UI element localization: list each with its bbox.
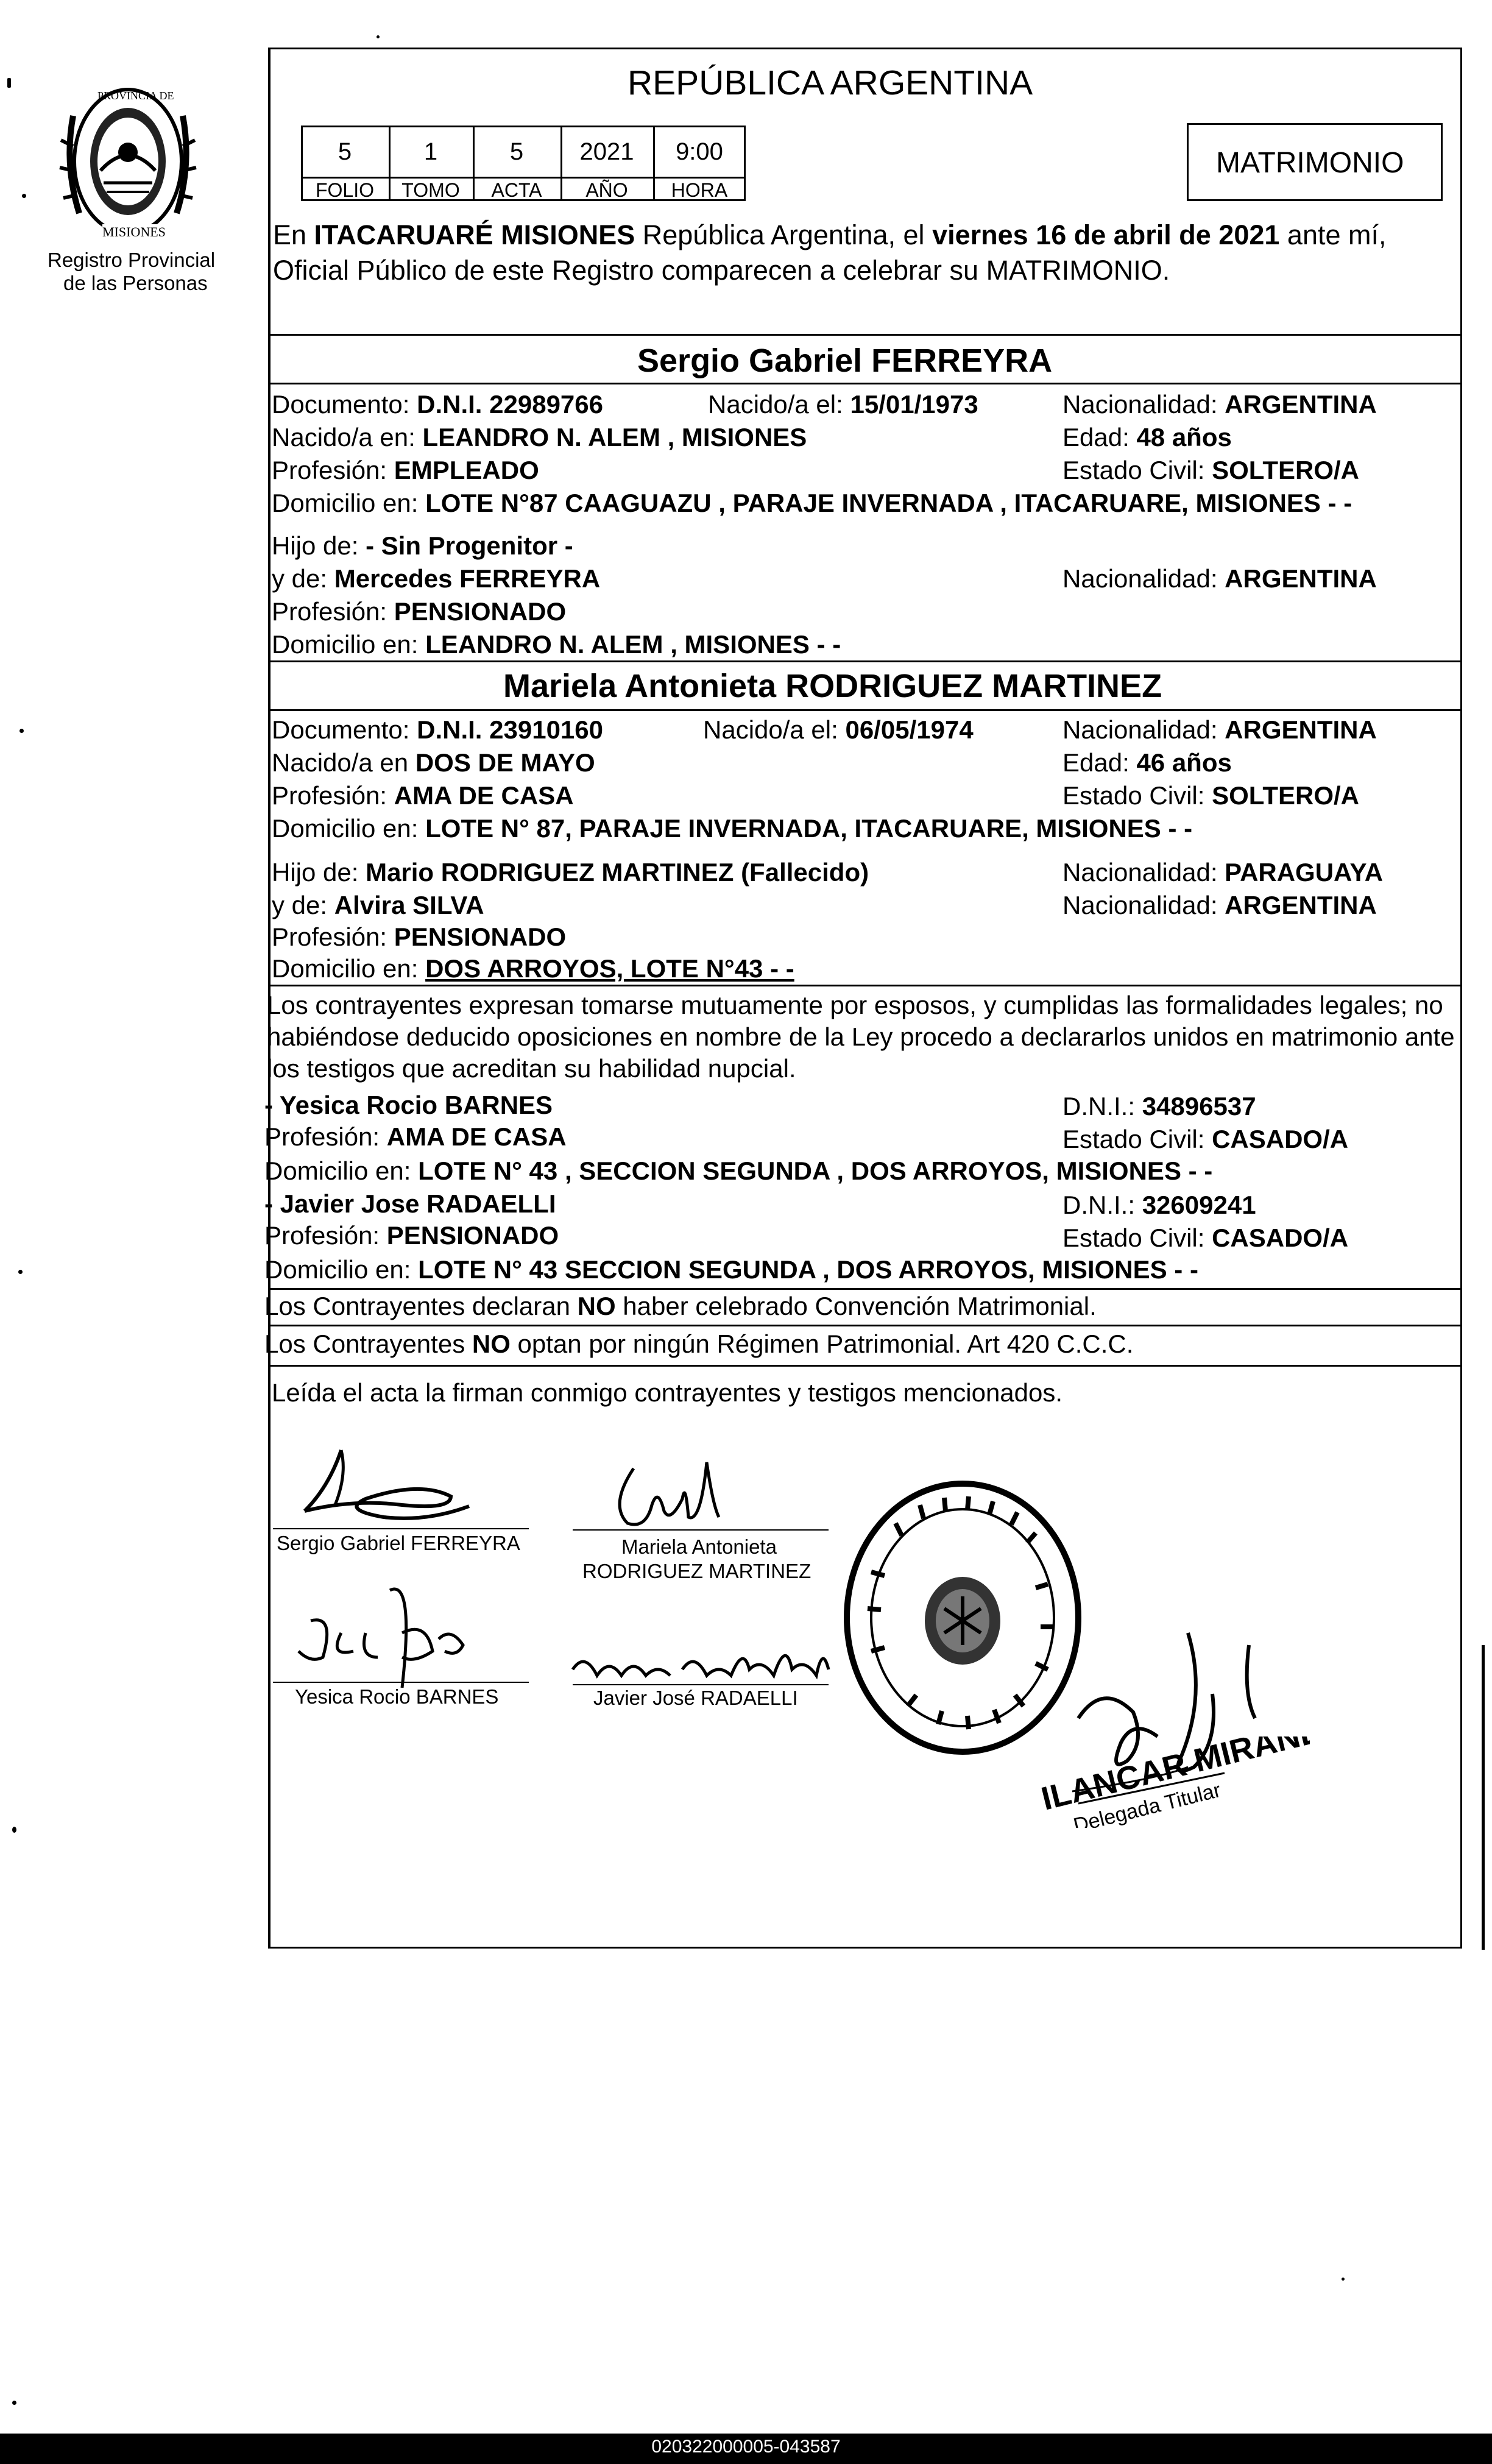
signature-label-spouse2-line1: Mariela Antonieta <box>621 1535 777 1558</box>
hour-value: 9:00 <box>676 138 723 165</box>
scan-speck <box>12 2401 16 2405</box>
section-divider <box>268 334 1462 336</box>
registry-caption-line1: Registro Provincial <box>48 249 216 271</box>
section-divider <box>268 1288 1462 1290</box>
spouse2-document: Documento: D.N.I. 23910160 <box>272 715 603 744</box>
seal-motto-bottom: MISIONES <box>102 224 166 239</box>
signature-line <box>573 1684 829 1685</box>
official-stamp-graphic <box>835 1475 1091 1761</box>
year-value: 2021 <box>579 138 634 165</box>
acta-label: ACTA <box>491 179 542 201</box>
intro-line1: En ITACARUARÉ MISIONES República Argentina, el viernes 16 de abril de 2021 ante mí, <box>273 219 1387 250</box>
spouse2-birth-date: Nacido/a el: 06/05/1974 <box>703 715 974 744</box>
spouse1-parent-profession: Profesión: PENSIONADO <box>272 597 567 626</box>
signature-spouse2 <box>567 1450 768 1542</box>
spouse2-address: Domicilio en: LOTE N° 87, PARAJE INVERNADA, ITACARUARE, MISIONES - - <box>272 814 1193 843</box>
official-stamp <box>835 1475 1091 1761</box>
spouse1-nationality: Nacionalidad: ARGENTINA <box>1062 390 1377 419</box>
spouse1-birth-date: Nacido/a el: 15/01/1973 <box>708 390 978 419</box>
witness1-name: - Yesica Rocio BARNES <box>264 1091 553 1119</box>
declaration-line1: Los contrayentes expresan tomarse mutuamente por esposos, y cumplidas las formalidades legales; no <box>267 991 1443 1019</box>
spouse2-mother: y de: Alvira SILVA <box>272 891 484 919</box>
scan-speck <box>19 729 24 733</box>
scan-speck <box>7 78 11 88</box>
signature-line <box>573 1529 829 1531</box>
spouse2-heading: Mariela Antonieta RODRIGUEZ MARTINEZ <box>503 668 1162 704</box>
section-divider <box>268 1365 1462 1367</box>
scan-speck <box>12 1827 16 1833</box>
spouse2-nationality: Nacionalidad: ARGENTINA <box>1062 715 1377 744</box>
witness1-civil-status: Estado Civil: CASADO/A <box>1062 1125 1349 1153</box>
signature-spouse1 <box>268 1438 548 1535</box>
spouse2-parent-profession: Profesión: PENSIONADO <box>272 922 567 951</box>
seal-motto-top: PROVINCIA DE <box>97 90 174 102</box>
spouse1-father: Hijo de: - Sin Progenitor - <box>272 531 573 560</box>
spouse2-profession: Profesión: AMA DE CASA <box>272 781 574 810</box>
spouse2-father: Hijo de: Mario RODRIGUEZ MARTINEZ (Fallecido) <box>272 858 869 887</box>
spouse1-mother-nationality: Nacionalidad: ARGENTINA <box>1062 564 1377 593</box>
folio-value: 5 <box>338 138 352 165</box>
acta-value: 5 <box>509 138 524 165</box>
hour-label: HORA <box>671 179 728 201</box>
scan-speck <box>22 194 26 198</box>
signature-label-spouse1: Sergio Gabriel FERREYRA <box>277 1532 520 1554</box>
signature-witness1 <box>274 1566 518 1688</box>
section-divider <box>268 1325 1462 1326</box>
witness1-address: Domicilio en: LOTE N° 43 , SECCION SEGUNDA , DOS ARROYOS, MISIONES - - <box>264 1156 1213 1185</box>
convention-line1: Los Contrayentes declaran NO haber celebrado Convención Matrimonial. <box>264 1292 1097 1320</box>
spouse1-parent-address: Domicilio en: LEANDRO N. ALEM , MISIONES - - <box>272 630 841 659</box>
spouse1-document: Documento: D.N.I. 22989766 <box>272 390 603 419</box>
spouse1-mother: y de: Mercedes FERREYRA <box>272 564 601 593</box>
scan-speck <box>18 1270 23 1274</box>
signature-label-spouse2-line2: RODRIGUEZ MARTINEZ <box>582 1560 811 1582</box>
signature-label-witness1: Yesica Rocio BARNES <box>295 1685 499 1708</box>
act-type-label: MATRIMONIO <box>1216 147 1404 179</box>
spouse2-age: Edad: 46 años <box>1062 748 1232 777</box>
registry-caption-line2: de las Personas <box>63 272 208 294</box>
officer-name-stamp <box>1030 1736 1310 1828</box>
scan-speck <box>1342 2278 1345 2281</box>
convention-line2: Los Contrayentes NO optan por ningún Régimen Patrimonial. Art 420 C.C.C. <box>264 1329 1134 1358</box>
declaration-line2: habiéndose deducido oposiciones en nombre de la Ley procedo a declararlos unidos en matrimonio ante <box>267 1022 1455 1051</box>
section-divider <box>268 985 1462 986</box>
tomo-value: 1 <box>423 138 438 165</box>
spouse1-heading: Sergio Gabriel FERREYRA <box>637 342 1053 379</box>
spouse2-birth-place: Nacido/a en DOS DE MAYO <box>272 748 595 777</box>
section-divider <box>268 383 1462 384</box>
signature-line <box>273 1528 529 1529</box>
witness2-dni: D.N.I.: 32609241 <box>1062 1191 1256 1219</box>
closing-statement: Leída el acta la firman conmigo contrayentes y testigos mencionados. <box>272 1378 1063 1407</box>
spouse2-mother-nationality: Nacionalidad: ARGENTINA <box>1062 891 1377 919</box>
handwritten-signature <box>268 1438 548 1535</box>
witness2-civil-status: Estado Civil: CASADO/A <box>1062 1223 1349 1252</box>
spouse1-civil-status: Estado Civil: SOLTERO/A <box>1062 456 1359 484</box>
scan-speck <box>377 35 380 38</box>
spouse1-address: Domicilio en: LOTE N°87 CAAGUAZU , PARAJE INVERNADA , ITACARUARE, MISIONES - - <box>272 489 1352 517</box>
folio-label: FOLIO <box>315 179 374 201</box>
intro-line2: Oficial Público de este Registro comparecen a celebrar su MATRIMONIO. <box>273 255 1170 286</box>
witness2-name: - Javier Jose RADAELLI <box>264 1189 556 1218</box>
section-divider <box>268 709 1462 711</box>
witness1-profession: Profesión: AMA DE CASA <box>264 1122 567 1151</box>
signature-line <box>273 1682 529 1683</box>
spouse1-age: Edad: 48 años <box>1062 423 1232 451</box>
spouse2-father-nationality: Nacionalidad: PARAGUAYA <box>1062 858 1384 887</box>
page-title: REPÚBLICA ARGENTINA <box>628 63 1033 102</box>
witness1-dni: D.N.I.: 34896537 <box>1062 1092 1256 1120</box>
handwritten-signature <box>567 1450 768 1542</box>
province-seal <box>55 79 201 244</box>
svg-text:ILANCAR MIRANDA: ILANCAR MIRANDA <box>1038 1736 1310 1818</box>
officer-name-stamp-graphic <box>1030 1736 1310 1828</box>
register-table <box>301 126 746 201</box>
spouse2-parent-address: Domicilio en: DOS ARROYOS, LOTE N°43 - - <box>272 954 794 983</box>
svg-text:Delegada Titular: Delegada Titular <box>1071 1778 1223 1828</box>
signature-label-witness2: Javier José RADAELLI <box>593 1687 798 1709</box>
declaration-line3: los testigos que acreditan su habilidad nupcial. <box>267 1054 796 1083</box>
year-label: AÑO <box>585 179 628 201</box>
witness2-address: Domicilio en: LOTE N° 43 SECCION SEGUNDA , DOS ARROYOS, MISIONES - - <box>264 1255 1198 1284</box>
spouse1-birth-place: Nacido/a en: LEANDRO N. ALEM , MISIONES <box>272 423 807 451</box>
scan-margin-line <box>1482 1645 1485 1950</box>
spouse1-profession: Profesión: EMPLEADO <box>272 456 539 484</box>
witness2-profession: Profesión: PENSIONADO <box>264 1221 559 1250</box>
spouse2-civil-status: Estado Civil: SOLTERO/A <box>1062 781 1359 810</box>
section-divider <box>268 660 1462 662</box>
handwritten-signature <box>274 1566 518 1688</box>
tomo-label: TOMO <box>401 179 460 201</box>
document-barcode-id: 020322000005-043587 <box>651 2437 841 2457</box>
